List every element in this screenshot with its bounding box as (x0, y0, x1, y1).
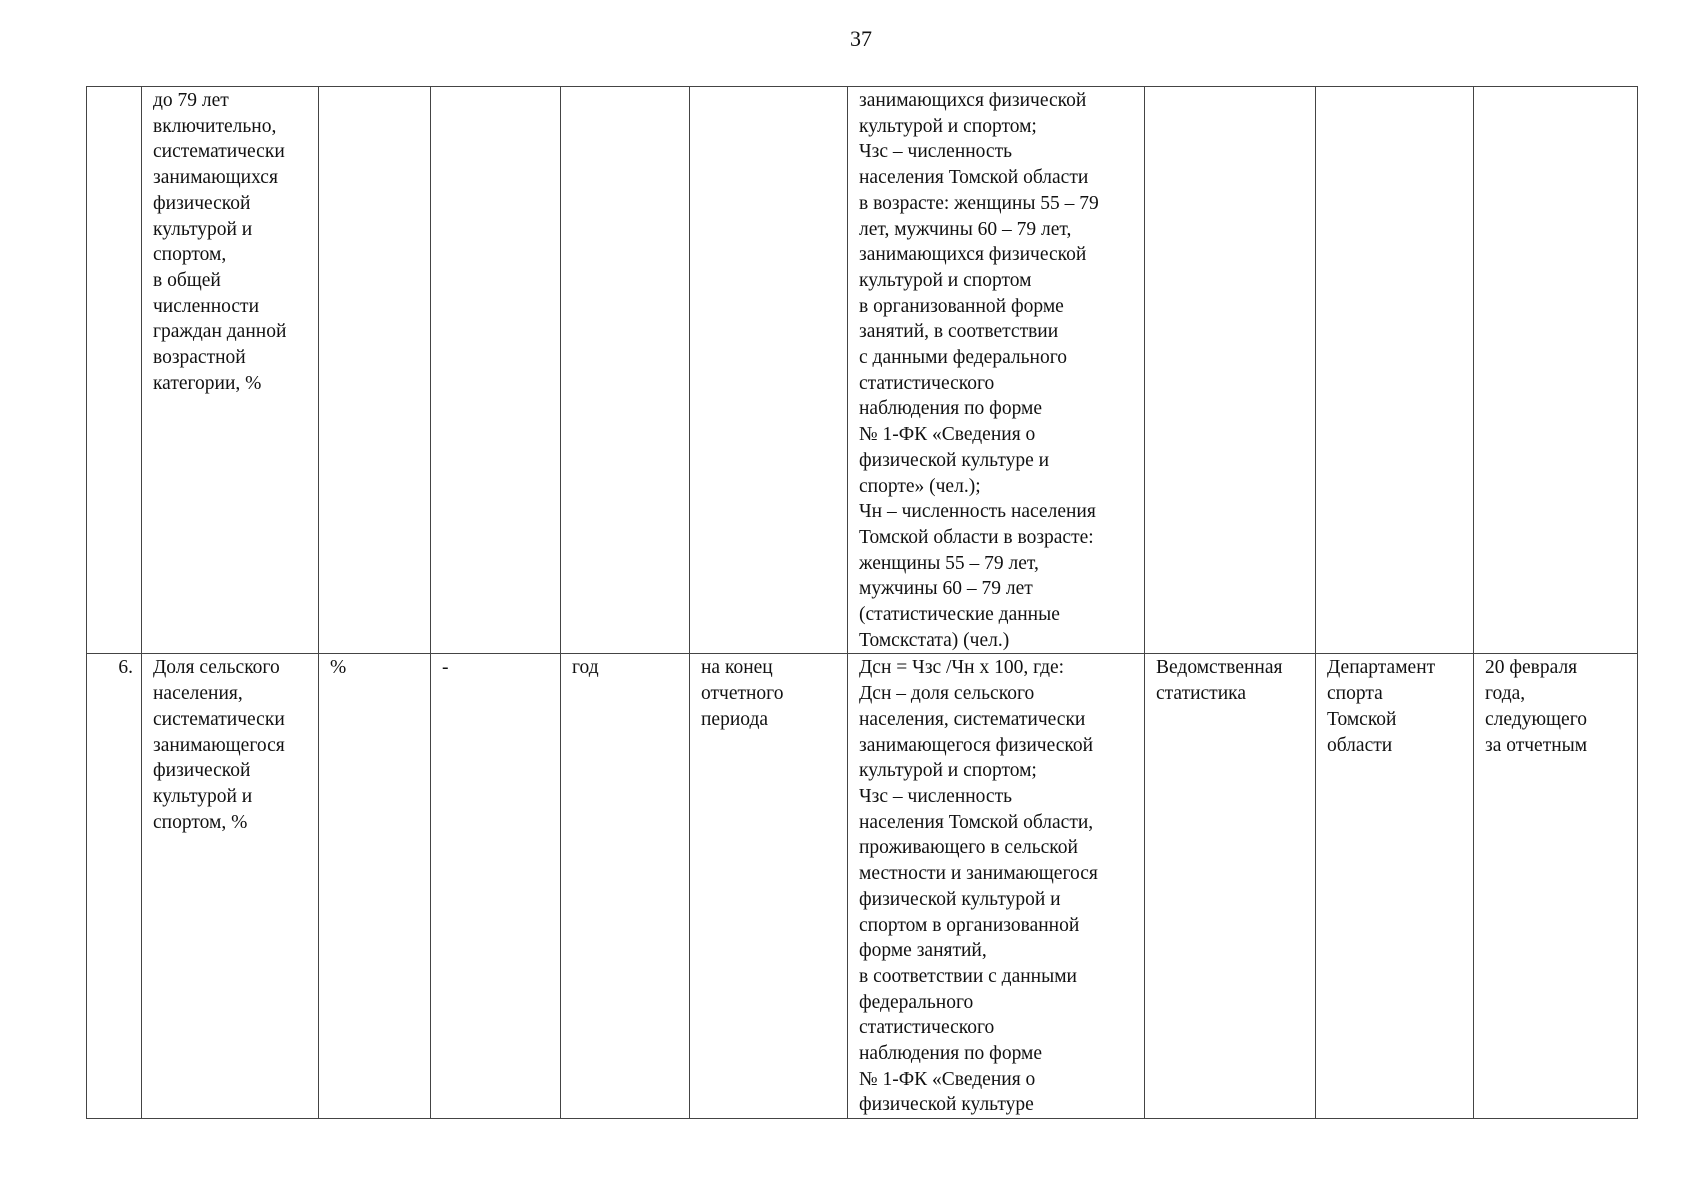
periodicity-cell: год (561, 654, 690, 1119)
deadline-cell (1474, 87, 1638, 654)
periodicity-cell (561, 87, 690, 654)
data-source-cell: Ведомственная статистика (1145, 654, 1316, 1119)
unit-cell (319, 87, 431, 654)
table-row (87, 654, 1638, 1119)
responsible-cell (1316, 87, 1474, 654)
calculation-method-cell: Дсн = Чзс /Чн х 100, где: Дсн – доля сельского населения, систематически занимающегося физической культурой и спортом; Чзс – численность населения Томской области, проживающего в сельской местности и занимающегося физической культурой и спортом в организованной форме занятий, в соответствии с данными федерального статистического наблюдения по форме № 1-ФК «Сведения о физической культуре (848, 654, 1145, 1119)
date-type-cell: на конец отчетного периода (690, 654, 848, 1119)
value-cell: - (431, 654, 561, 1119)
responsible-cell: Департамент спорта Томской области (1316, 654, 1474, 1119)
indicator-name-cell: до 79 лет включительно, систематически занимающихся физической культурой и спортом, в общей численности граждан данной возрастной категории, % (142, 87, 319, 654)
calculation-method-cell: занимающихся физической культурой и спортом; Чзс – численность населения Томской области в возрасте: женщины 55 – 79 лет, мужчины 60 – 79 лет, занимающихся физической культурой и спортом в организованной форме занятий, в соответствии с данными федерального статистического наблюдения по форме № 1-ФК «Сведения о физической культуре и спорте» (чел.); Чн – численность населения Томской области в возрасте: женщины 55 – 79 лет, мужчины 60 – 79 лет (статистические данные Томскстата) (чел.) (848, 87, 1145, 654)
row-number-cell: 6. (87, 654, 142, 1119)
row-number-cell (87, 87, 142, 654)
table-row (87, 87, 1638, 654)
value-cell (431, 87, 561, 654)
data-source-cell (1145, 87, 1316, 654)
date-type-cell (690, 87, 848, 654)
indicator-name-cell: Доля сельского населения, систематически занимающегося физической культурой и спортом, % (142, 654, 319, 1119)
page-number: 37 (850, 26, 872, 51)
indicators-table (86, 86, 1638, 1119)
deadline-cell: 20 февраля года, следующего за отчетным (1474, 654, 1638, 1119)
unit-cell: % (319, 654, 431, 1119)
